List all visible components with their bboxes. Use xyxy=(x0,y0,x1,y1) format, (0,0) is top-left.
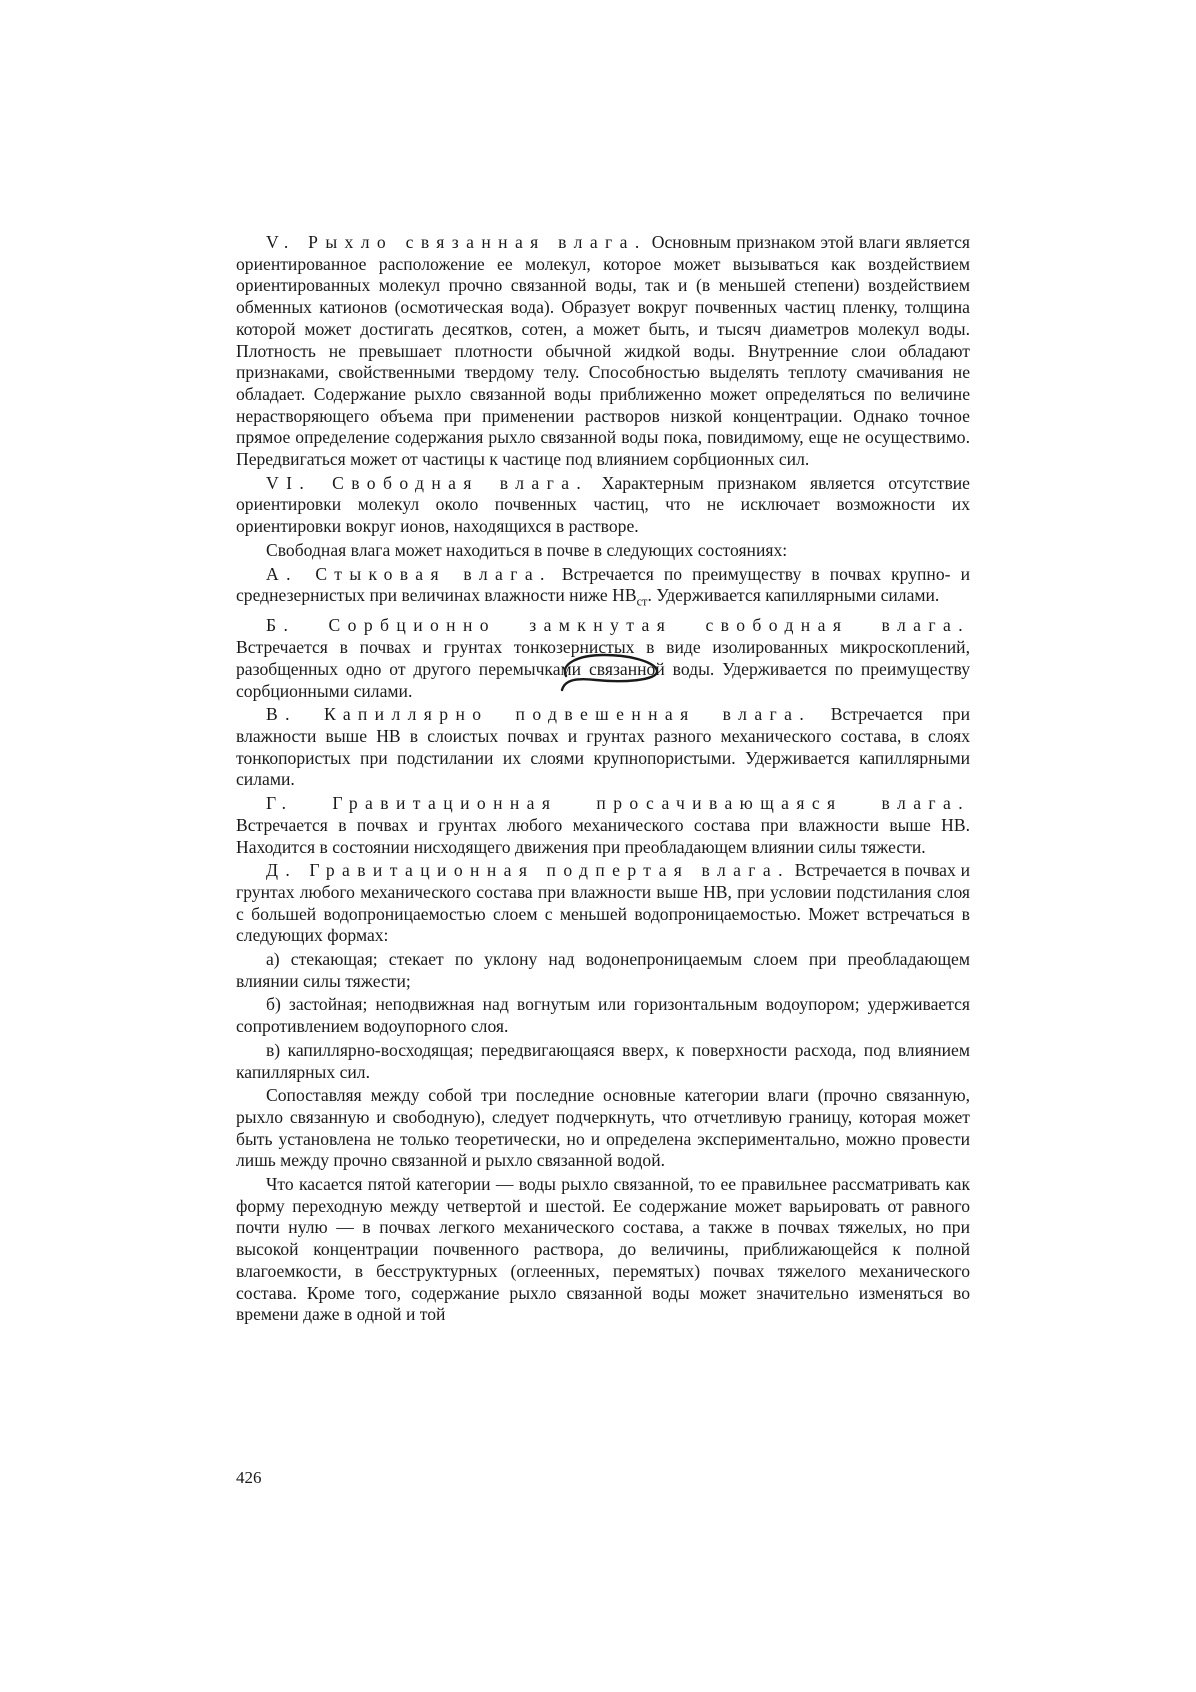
paragraph-text: Встречается в почвах и грунтах любого механического состава при влажности выше НВ. Находится в состоянии нисходящего движения при преобладающем влиянии силы тяжести. xyxy=(236,814,970,857)
paragraph-capillary-suspended xyxy=(236,704,970,791)
heading-v-cyr: В. Капиллярно подвешенная влага. xyxy=(266,704,812,725)
heading-g: Г. Гравитационная просачивающаяся влага. xyxy=(266,793,970,814)
paragraph-gravitational-seeping xyxy=(236,793,970,858)
paragraph-text: Свободная влага может находиться в почве в следующих состояниях: xyxy=(266,539,788,560)
paragraph-fifth-category xyxy=(236,1174,970,1326)
heading-vi: VI. Свободная влага. xyxy=(266,472,589,493)
heading-v: V. Рыхло связанная влага. xyxy=(266,232,647,252)
body-text xyxy=(236,232,970,1328)
paragraph-text: Основным признаком этой влаги является ориентированное расположение ее молекул, которое может вызываться как воздействием ориентированных молекул прочно связанной воды, так и (в меньшей степени) воздействием обменных катионов (осмотическая вода). Образует вокруг почвенных частиц пленку, толщина которой может достигать десятков, сотен, а может быть, и тысяч диаметров молекул воды. Плотность не превышает плотности обычной жидкой воды. Внутренние слои обладают признаками, свойственными твердому телу. Способностью выделять теплоту смачивания не обладает. Содержание рыхло связанной воды приближенно может определяться по величине нерастворяющего объема при применении растворов низкой концентрации. Однако точное прямое определение содержания рыхло связанной воды пока, повидимому, еще не осуществимо. Передвигаться может от частицы к частице под влиянием сорбционных сил. xyxy=(236,232,970,470)
paragraph-text: Характерным признаком является отсутствие ориентировки молекул около почвенных частиц, что не исключает возможности их ориентировки вокруг ионов, находящихся в растворе. xyxy=(236,472,970,537)
heading-b: Б. Сорбционно замкнутая свободная влага. xyxy=(266,615,970,636)
paragraph-text: Встречается в почвах и грунтах тонкозернистых в виде изолированных микроскоплений, разобщенных одно от другого перемычками связанной воды. Удерживается по преимуществу сорбционными силами. xyxy=(236,637,970,701)
paragraph-text: б) застойная; неподвижная над вогнутым или горизонтальным водоупором; удерживается сопротивлением водоупорного слоя. xyxy=(236,994,970,1037)
paragraph-free-water xyxy=(236,473,970,538)
paragraph-junction-water xyxy=(236,564,970,614)
paragraph-comparison xyxy=(236,1085,970,1172)
paragraph-text: Сопоставляя между собой три последние основные категории влаги (прочно связанную, рыхло связанную и свободную), следует подчеркнуть, что отчетливую границу, которая может быть установлена не только теоретически, но и определена экспериментально, можно провести лишь между прочно связанной и рыхло связанной водой. xyxy=(236,1085,970,1171)
paragraph-form-a xyxy=(236,949,970,992)
paragraph-form-v xyxy=(236,1040,970,1083)
paragraph-gravitational-supported xyxy=(236,860,970,947)
paragraph-sorption-locked xyxy=(236,615,970,702)
subscript: ст xyxy=(636,594,648,609)
paragraph-loosely-bound-water xyxy=(236,232,970,471)
heading-a: А. Стыковая влага. xyxy=(266,563,552,584)
paragraph-text: а) стекающая; стекает по уклону над водонепроницаемым слоем при преобладающем влиянии силы тяжести; xyxy=(236,949,970,991)
paragraph-free-water-states xyxy=(236,540,970,562)
heading-d: Д. Гравитационная подпертая влага. xyxy=(266,860,790,881)
page-number: 426 xyxy=(236,1468,262,1487)
paragraph-text: Встречается при влажности выше НВ в слоистых почвах и грунтах разного механического состава, в слоях тонкопористых при подстилании их слоями крупнопористыми. Удерживается капиллярными силами. xyxy=(236,704,970,790)
paragraph-text: в) капиллярно-восходящая; передвигающаяся вверх, к поверхности расхода, под влиянием капиллярных сил. xyxy=(236,1039,970,1082)
paragraph-text: Встречается в почвах и грунтах любого механического состава при влажности выше НВ, при условии подстилания слоя с большей водопроницаемостью слоем с меньшей водопроницаемостью. Может встречаться в следующих формах: xyxy=(236,860,970,946)
paragraph-form-b xyxy=(236,994,970,1037)
paragraph-text-tail: . Удерживается капиллярными силами. xyxy=(647,585,940,606)
paragraph-text: Что касается пятой категории — воды рыхло связанной, то ее правильнее рассматривать как форму переходную между четвертой и шестой. Ее содержание может варьировать от равного почти нулю — в почвах легкого механического состава, а также в почвах тяжелых, но при высокой концентрации почвенного раствора, до величины, приближающейся к полной влагоемкости, в бесструктурных (оглеенных, перемятых) почвах тяжелого механического состава. Кроме того, содержание рыхло связанной воды может значительно изменяться во времени даже в одной и той xyxy=(236,1174,970,1325)
paragraph-text: Встречается по преимуществу в почвах крупно- и среднезернистых при величинах влажности ниже НВ xyxy=(236,563,970,606)
